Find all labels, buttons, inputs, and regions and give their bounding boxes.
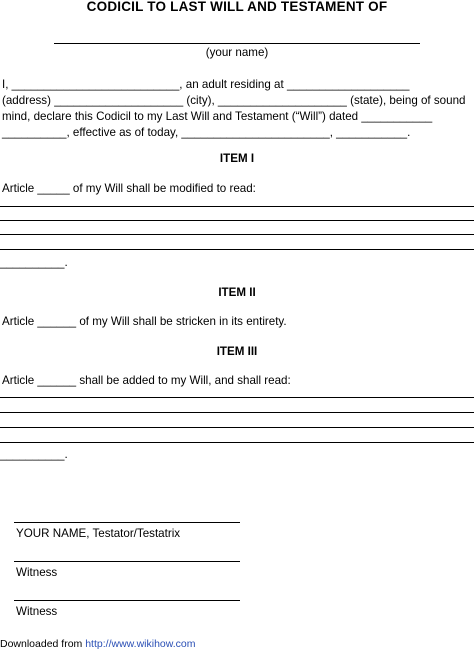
item-1-writing-line xyxy=(0,234,474,235)
your-name-label: (your name) xyxy=(205,46,269,59)
item-1-writing-line xyxy=(0,220,474,221)
item-2-heading: ITEM II xyxy=(218,286,256,299)
intro-line-1: I, __________________________, an adult residing at ___________________ xyxy=(2,78,410,91)
footer xyxy=(0,638,196,650)
footer-prefix: Downloaded from xyxy=(0,638,83,650)
item-1-heading: ITEM I xyxy=(219,152,255,165)
item-2-text: Article ______ of my Will shall be stricken in its entirety. xyxy=(2,315,287,328)
document-title: CODICIL TO LAST WILL AND TESTAMENT OF xyxy=(86,0,388,14)
item-3-end-line: __________. xyxy=(0,448,68,461)
witness-2-signature-line xyxy=(14,600,240,601)
item-3-text: Article ______ shall be added to my Will, and shall read: xyxy=(2,374,291,387)
witness-2-label: Witness xyxy=(16,605,58,618)
footer-link[interactable]: http://www.wikihow.com xyxy=(85,638,196,650)
item-3-writing-line xyxy=(0,427,474,428)
testator-signature-line xyxy=(14,522,240,523)
witness-1-signature-line xyxy=(14,561,240,562)
item-3-writing-line xyxy=(0,397,474,398)
intro-line-2: (address) ____________________ (city), ____________________ (state), being of sound xyxy=(2,94,466,107)
item-1-text: Article _____ of my Will shall be modified to read: xyxy=(2,182,256,195)
item-3-heading: ITEM III xyxy=(216,345,258,358)
witness-1-label: Witness xyxy=(16,566,58,579)
item-1-writing-line xyxy=(0,249,474,250)
item-3-writing-line xyxy=(0,442,474,443)
item-3-writing-line xyxy=(0,412,474,413)
name-signature-line xyxy=(54,43,420,44)
item-1-end-line: __________. xyxy=(0,256,68,269)
intro-line-4: __________, effective as of today, _______________________, ___________. xyxy=(2,126,411,139)
testator-label: YOUR NAME, Testator/Testatrix xyxy=(16,527,181,540)
item-1-writing-line xyxy=(0,206,474,207)
intro-line-3: mind, declare this Codicil to my Last Will and Testament (“Will”) dated ___________ xyxy=(2,110,433,123)
